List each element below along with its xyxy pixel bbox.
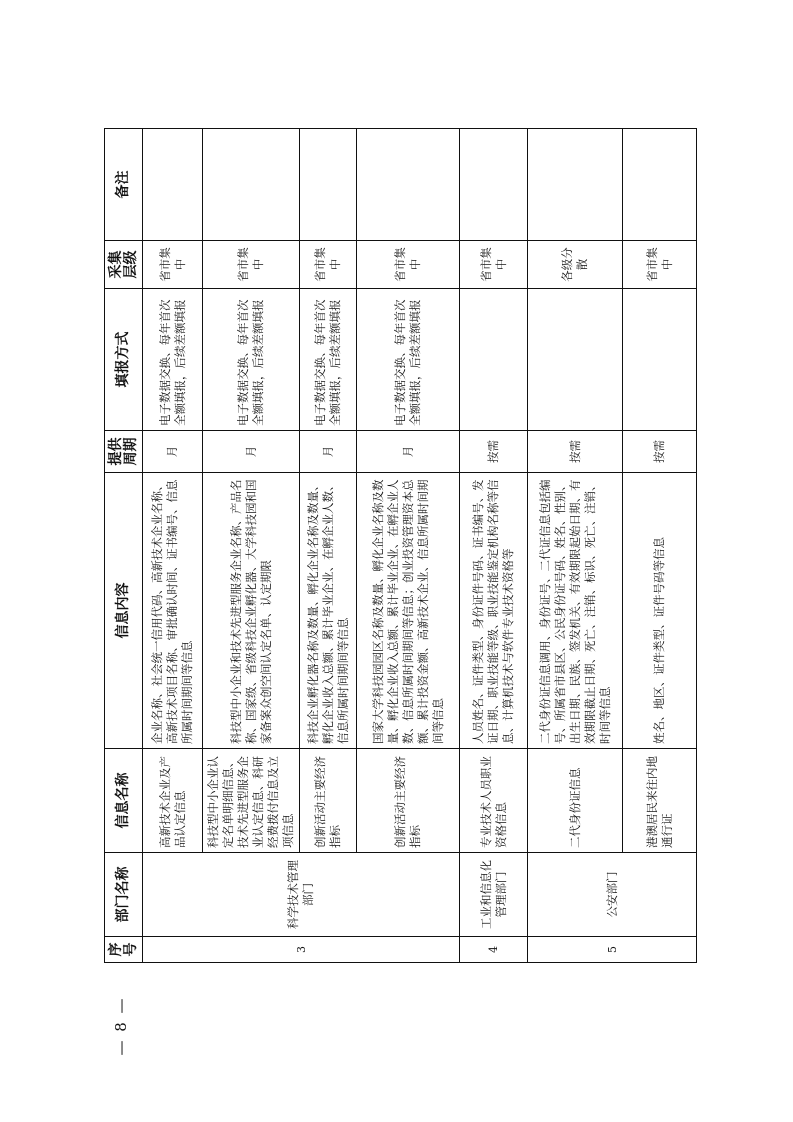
table-row [623, 129, 697, 963]
info-table [104, 128, 697, 963]
row-seq: 3 [143, 937, 460, 963]
header-level: 采集层级 [105, 241, 143, 289]
row-period: 按需 [623, 431, 697, 473]
row-seq: 4 [460, 937, 528, 963]
row-period: 月 [143, 431, 203, 473]
row-content: 二代身份证信息调用、身份证号、二代证信息包括编号、所属省市县区、公民身份证号码、姓名、性别、出生日期、民族、签发机关、有效期限起始日期、有效期限截止日期、死亡、注销、标识、死亡、注销、时间等信息 [528, 473, 623, 749]
table-row [357, 129, 460, 963]
row-remark [623, 129, 697, 241]
row-level: 省市集中 [300, 241, 357, 289]
row-level: 省市集中 [203, 241, 300, 289]
table-row [460, 129, 528, 963]
header-name: 信息名称 [105, 749, 143, 853]
header-period: 提供周期 [105, 431, 143, 473]
row-method: 电子数据交换、每年首次全额填报，后续差额填报 [357, 289, 460, 431]
row-seq: 5 [528, 937, 697, 963]
row-level: 省市集中 [460, 241, 528, 289]
row-level: 各级分散 [528, 241, 623, 289]
header-seq: 序号 [105, 937, 143, 963]
info-table-sheet [104, 129, 691, 963]
row-dept: 公安部门 [528, 853, 697, 937]
row-name: 科技型中小企业认定名单明细信息、技术先进型服务企业认定信息、科研经费拨付信息及立项信息 [203, 749, 300, 853]
page-number: — 8 — [112, 996, 130, 1056]
row-period: 按需 [528, 431, 623, 473]
row-level: 省市集中 [143, 241, 203, 289]
row-dept: 科学技术管理部门 [143, 853, 460, 937]
row-name: 高新技术企业及产品认定信息 [143, 749, 203, 853]
row-level: 省市集中 [357, 241, 460, 289]
row-remark [357, 129, 460, 241]
table-row [203, 129, 300, 963]
row-content: 科技企业孵化器名称及数量、孵化企业名称及数量、孵化企业收入总额、累计毕业企业、在孵企业人数、信息所属时间期间等信息 [300, 473, 357, 749]
row-dept: 工业和信息化管理部门 [460, 853, 528, 937]
row-remark [203, 129, 300, 241]
row-method [460, 289, 528, 431]
row-name: 二代身份证信息 [528, 749, 623, 853]
row-remark [460, 129, 528, 241]
row-name: 港澳居民来往内地通行证 [623, 749, 697, 853]
row-level: 省市集中 [623, 241, 697, 289]
row-period: 月 [357, 431, 460, 473]
row-period: 月 [300, 431, 357, 473]
header-method: 填报方式 [105, 289, 143, 431]
row-method: 电子数据交换、每年首次全额填报，后续差额填报 [203, 289, 300, 431]
row-method: 电子数据交换、每年首次全额填报，后续差额填报 [300, 289, 357, 431]
table-row [300, 129, 357, 963]
row-period: 月 [203, 431, 300, 473]
header-row [105, 129, 143, 963]
header-content: 信息内容 [105, 473, 143, 749]
row-remark [143, 129, 203, 241]
table-row [528, 129, 623, 963]
row-content: 企业名称、社会统一信用代码、高新技术企业名称、高新技术项目名称、审批确认时间、证书编号、信息所属时间期间等信息 [143, 473, 203, 749]
row-method: 电子数据交换、每年首次全额填报，后续差额填报 [143, 289, 203, 431]
row-period: 按需 [460, 431, 528, 473]
row-content: 人员姓名、证件类型、身份证件号码、证书编号、发证日期、职业技能等级、职业技能鉴定机构名称等信息、计算机技术与软件专业技术资格等 [460, 473, 528, 749]
row-content: 科技型中小企业和技术先进型服务企业名称、产品名称、国家级、省级科技企业孵化器、大学科技园和国家备案众创空间认定名单、认定期限 [203, 473, 300, 749]
header-dept: 部门名称 [105, 853, 143, 937]
row-name: 创新活动主要经济指标 [357, 749, 460, 853]
row-method [623, 289, 697, 431]
row-name: 专业技术人员职业资格信息 [460, 749, 528, 853]
row-name: 创新活动主要经济指标 [300, 749, 357, 853]
row-remark [528, 129, 623, 241]
table-row [143, 129, 203, 963]
row-method [528, 289, 623, 431]
row-remark [300, 129, 357, 241]
header-remark: 备注 [105, 129, 143, 241]
row-content: 国家大学科技园园区名称及数量、孵化企业名称及数量、孵化企业收入总额、累计毕业企业、在孵企业人数、信息所属时间期间等信息；创业投资管理资本总额、累计投资金额、高新技术企业、信息所属时间期间等信息 [357, 473, 460, 749]
row-content: 姓名、地区、证件类型、证件号码等信息 [623, 473, 697, 749]
